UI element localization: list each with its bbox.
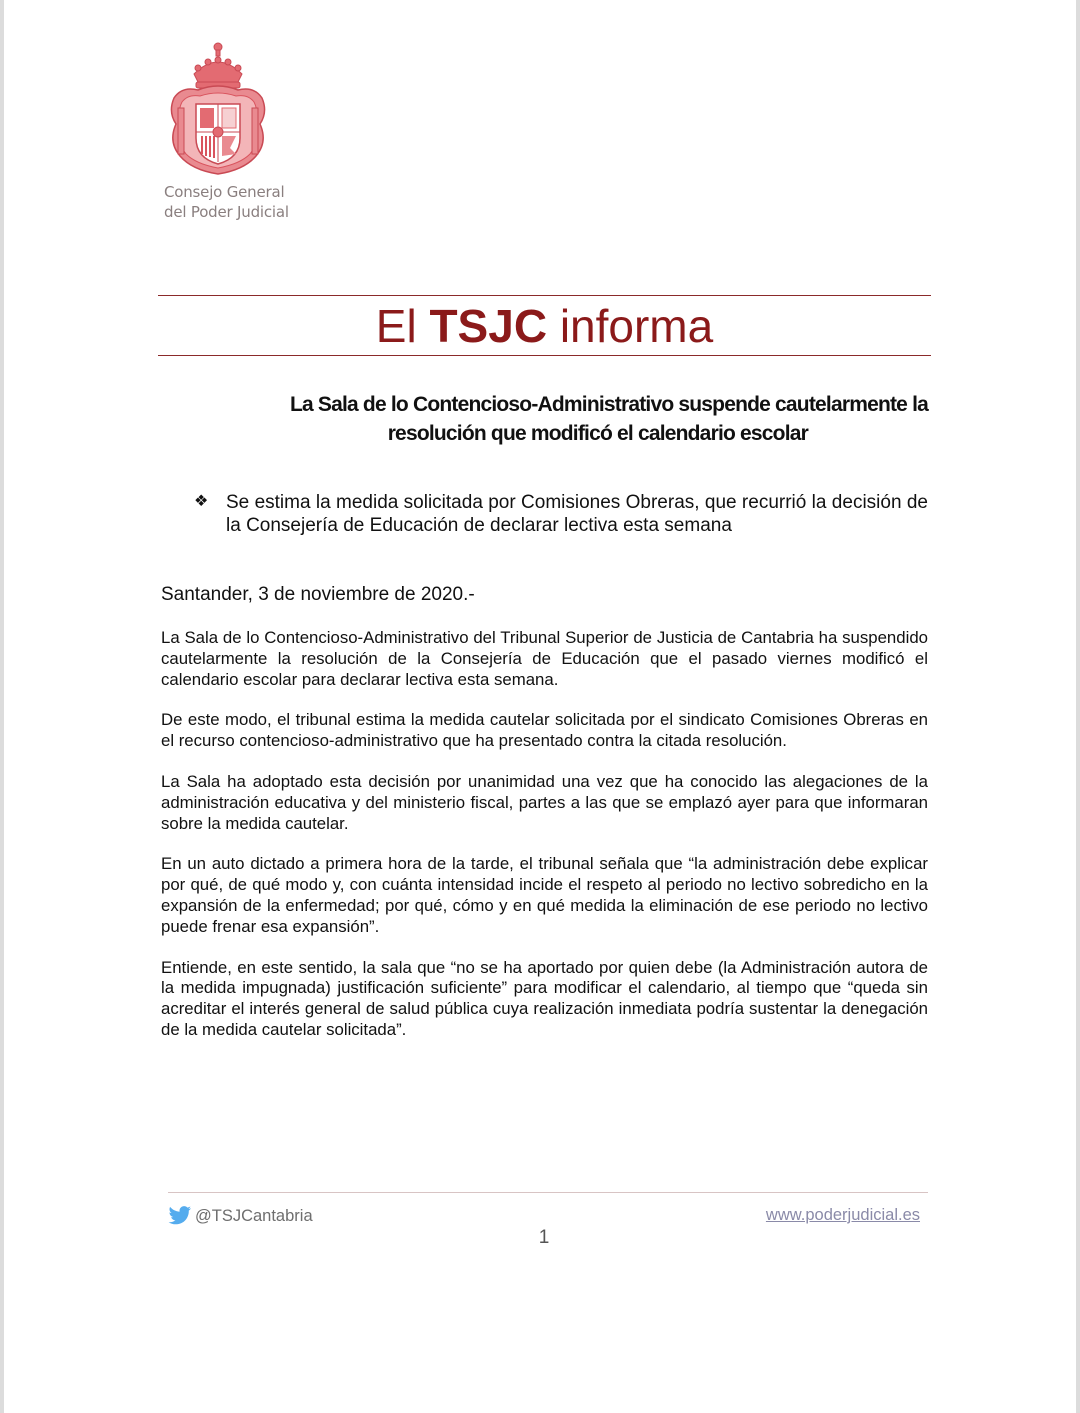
paragraph-5: Entiende, en este sentido, la sala que “no se ha aportado por quien debe (la Administración autora de la medida impugnada) justificación suficiente” para modificar el calendario, al tiempo que “queda sin acreditar el interés general de salud pública cuya realización inmediata podría sustentar la denegación de la medida cautelar solicitada”. (161, 957, 928, 1039)
coat-of-arms-icon (164, 38, 272, 178)
paragraph-2: De este modo, el tribunal estima la medida cautelar solicitada por el sindicato Comisiones Obreras en el recurso contencioso-administrativo que ha presentado contra la citada resolución. (161, 710, 928, 751)
headline-line-1: La Sala de lo Contencioso-Administrativo suspende cautelarmente la (289, 393, 928, 416)
headline-line-2: resolución que modificó el calendario escolar (387, 422, 808, 445)
paragraph-3: La Sala ha adoptado esta decisión por unanimidad una vez que ha conocido las alegaciones de la administración educativa y del ministerio fiscal, partes a las que se emplazó ayer para que informaran sobre la medida cautelar. (161, 771, 928, 833)
banner-strong: TSJC (429, 300, 548, 352)
cgpj-logo (164, 38, 284, 178)
paragraph-4: En un auto dictado a primera hora de la tarde, el tribunal señala que “la administración debe explicar por qué, de qué modo y, con cuánta intensidad incide el respeto al periodo no lectivo sobredicho en la expansión de la enfermedad; por qué, cómo y en qué medida la eliminación de ese periodo no lectivo puede frenar esa expansión”. (161, 854, 928, 936)
twitter-handle: @TSJCantabria (195, 1206, 313, 1225)
twitter-link[interactable] (168, 1206, 313, 1226)
article-body (161, 628, 928, 1061)
banner-prefix: El (375, 300, 430, 352)
banner-title (158, 299, 931, 353)
bullet-icon: ❖ (194, 493, 209, 510)
website-link[interactable]: www.poderjudicial.es (765, 1206, 920, 1224)
banner-bottom-rule (158, 355, 931, 356)
banner-suffix: informa (547, 300, 714, 352)
subheadline: Se estima la medida solicitada por Comisiones Obreras, que recurrió la decisión de la Consejería de Educación de declarar lectiva esta semana (226, 492, 928, 536)
footer-rule (168, 1192, 928, 1193)
headline (204, 390, 928, 448)
twitter-bird-icon (168, 1206, 192, 1226)
logo-line-2: del Poder Judicial (164, 203, 289, 221)
banner-top-rule (158, 295, 931, 296)
paragraph-1: La Sala de lo Contencioso-Administrativo del Tribunal Superior de Justicia de Cantabria ha suspendido cautelarmente la resolución de la Consejería de Educación que el pasado viernes modificó el calendario escolar para declarar lectiva esta semana. (161, 628, 928, 689)
page-number: 1 (538, 1227, 550, 1248)
logo-line-1: Consejo General (164, 183, 285, 201)
logo-caption (164, 182, 289, 222)
dateline: Santander, 3 de noviembre de 2020.- (161, 584, 475, 605)
